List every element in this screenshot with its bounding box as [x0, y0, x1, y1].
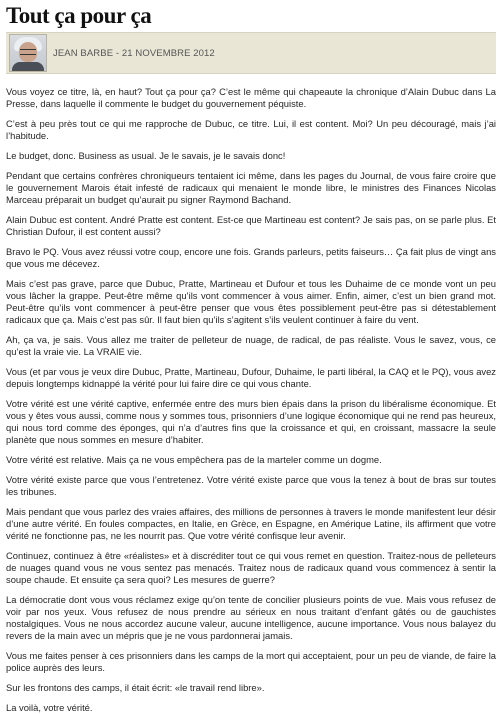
paragraph: La voilà, votre vérité. — [6, 702, 93, 713]
paragraph: Pendant que certains confrères chroniqueurs tentaient ici même, dans les pages du Journal, de vous faire croire que le gouvernement Marois était infesté de radicaux qui menaient le monde libre, le ministres des Finances Nicolas Marceau préparait un budget qu’aurait pu signer Raymond Bachand. — [6, 170, 496, 205]
author-avatar — [9, 34, 47, 72]
paragraph: C’est à peu près tout ce qui me rapproche de Dubuc, ce titre. Lui, il est content. Moi? Un peu découragé, mais j’ai l’habitude. — [6, 118, 496, 141]
article-title: Tout ça pour ça — [6, 3, 152, 28]
author-date: JEAN BARBE - 21 NOVEMBRE 2012 — [53, 47, 215, 59]
paragraph: Vous (et par vous je veux dire Dubuc, Pratte, Martineau, Dufour, Duhaime, le parti libéral, la CAQ et le PQ), vous avez depuis longtemps kidnappé la vérité pour lui faire dire ce qui vous chante. — [6, 366, 496, 389]
paragraph: Mais c’est pas grave, parce que Dubuc, Pratte, Martineau et Dufour et tous les Duhaime de ce monde vont un peu vous lâcher la grappe. Peut-être même qu’ils vont commencer à vous aimer. Enfin, aimer, c’est un bien grand mot. Peut-être qu’ils vont commencer à peut-être penser que vous êtes possiblement peut-être pas si détestablement radicaux que ça. Mais c’est pas sûr. Il faut bien qu’ils s’agitent s’ils veulent continuer à faire du vent. — [6, 278, 496, 325]
paragraph: Votre vérité existe parce que vous l’entretenez. Votre vérité existe parce que vous la tenez à bout de bras sur toutes les tribunes. — [6, 474, 496, 497]
byline-bar — [6, 32, 496, 74]
paragraph: Sur les frontons des camps, il était écrit: «le travail rend libre». — [6, 682, 265, 693]
paragraph: Le budget, donc. Business as usual. Je le savais, je le savais donc! — [6, 150, 286, 161]
paragraph: Votre vérité est relative. Mais ça ne vous empêchera pas de la marteler comme un dogme. — [6, 454, 382, 465]
paragraph: La démocratie dont vous vous réclamez exige qu’on tente de concilier plusieurs points de vue. Mais vous refusez de voir par nos yeux. Vous refusez de nous prendre au sérieux en nous traitant d’enfant gâtés ou de gauchistes nostalgiques. Vous ne nous accordez aucune valeur, aucune intelligence, aucune importance. Vous nous balayez du revers de la main avec un mépris que je ne vous pardonnerai jamais. — [6, 594, 496, 641]
paragraph: Continuez, continuez à être «réalistes» et à discréditer tout ce qui vous remet en question. Traitez-nous de pelleteurs de nuages quand vous ne vous sentez pas menacés. Traitez nous de radicaux quand vous commencez à sentir la soupe chaude. Et ensuite ça sera quoi? Les mesures de guerre? — [6, 550, 496, 585]
paragraph: Votre vérité est une vérité captive, enfermée entre des murs bien épais dans la prison du libéralisme économique. Et vous y êtes vous aussi, comme nous y sommes tous, prisonniers d’une logique économique qui ne rend pas heureux, qui nous tord comme des éponges, qui n’a d’autres fins que la croissance et qui, en croissant, massacre la seule planète que nous sommes en mesure d’habiter. — [6, 398, 496, 445]
article-body — [6, 86, 496, 714]
paragraph: Ah, ça va, je sais. Vous allez me traiter de pelleteur de nuage, de radical, de pas réaliste. Vous le savez, vous, ce qu’est la vraie vie. La VRAIE vie. — [6, 334, 496, 357]
paragraph: Vous voyez ce titre, là, en haut? Tout ça pour ça? C’est le même qui chapeaute la chronique d’Alain Dubuc dans La Presse, dans laquelle il commente le budget du gouvernement péquiste. — [6, 86, 496, 109]
paragraph: Alain Dubuc est content. André Pratte est content. Est-ce que Martineau est content? Je sais pas, on se parle plus. Et Christian Dufour, il est content aussi? — [6, 214, 496, 237]
paragraph: Bravo le PQ. Vous avez réussi votre coup, encore une fois. Grands parleurs, petits faiseurs… Ça fait plus de vingt ans que vous me décevez. — [6, 246, 496, 269]
paragraph: Mais pendant que vous parlez des vraies affaires, des millions de personnes à travers le monde manifestent leur désir d’une autre vérité. En foules compactes, en Italie, en Grèce, en Espagne, en Amérique Latine, ils affirment que votre vérité ne fonctionne pas, ne les nourrit pas. Que votre vérité confisque leur avenir. — [6, 506, 496, 541]
paragraph: Vous me faites penser à ces prisonniers dans les camps de la mort qui acceptaient, pour un peu de viande, de faire la police auprès des leurs. — [6, 650, 496, 673]
